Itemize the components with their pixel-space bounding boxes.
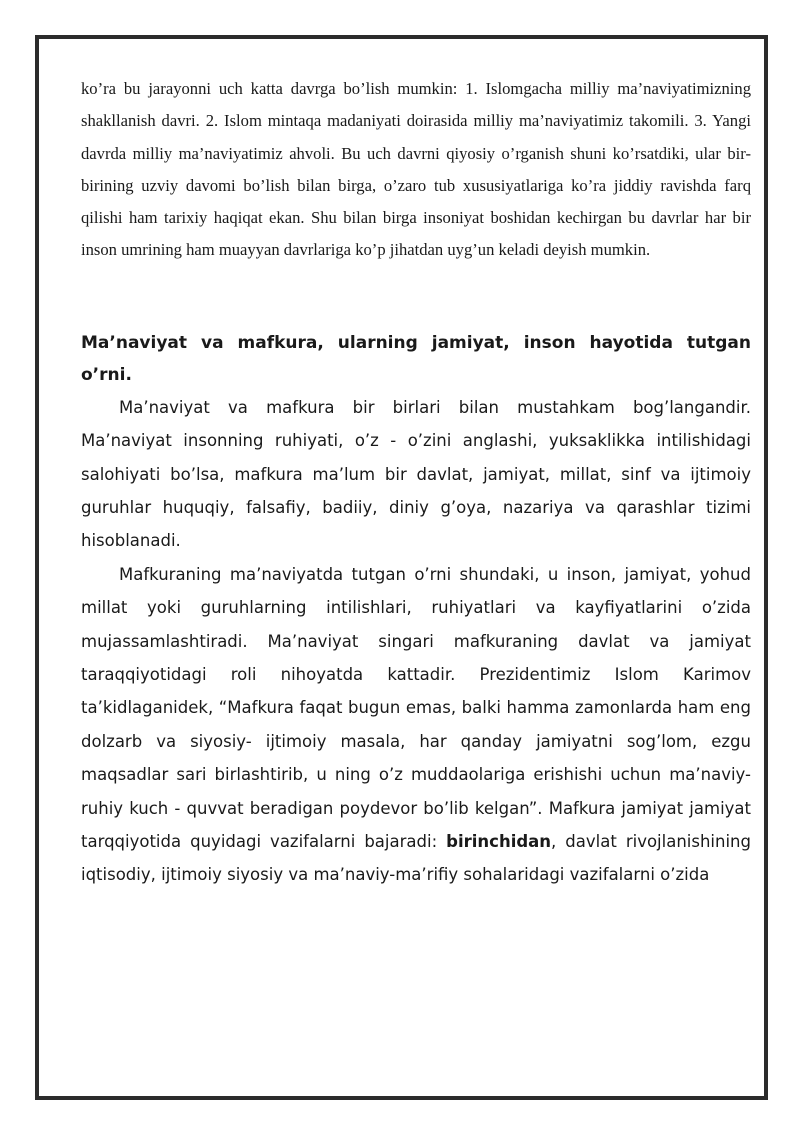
page-border — [35, 35, 768, 1100]
emphasis-birinchidan: birinchidan — [446, 832, 552, 852]
page-content — [81, 39, 751, 892]
body-paragraph-2 — [81, 558, 751, 892]
body-paragraph-1: Ma’naviyat va mafkura bir birlari bilan mustahkam bog’langandir. Ma’naviyat insonning ruhiyati, o’z - o’zini anglashi, yuksaklikka intilishidagi salohiyati bo’lsa, mafkura ma’lum bir davlat, jamiyat, millat, sinf va ijtimoiy guruhlar huquqiy, falsafiy, badiiy, diniy g’oya, nazariya va qarashlar tizimi hisoblanadi. — [81, 397, 751, 551]
paragraph-2-text-end: , davlat rivojlanishining iqtisodiy, ijtimoiy siyosiy va ma’naviy-ma’rifiy sohalaridagi vazifalarni o’zida — [81, 832, 751, 885]
intro-paragraph: ko’ra bu jarayonni uch katta davrga bo’lish mumkin: 1. Islomgacha milliy ma’naviyatimizning shakllanish davri. 2. Islom mintaqa madaniyati doirasida milliy ma’naviyatimiz takomili. 3. Yangi davrda milliy ma’naviyatimiz ahvoli. Bu uch davrni qiyosiy o’rganish shuni ko’rsatdiki, ular bir-birining uzviy davomi bo’lish bilan birga, o’zaro tub xususiyatlariga ko’ra jiddiy ravishda farq qilishi ham tarixiy haqiqat ekan. Shu bilan birga insoniyat boshidan kechirgan bu davrlar har bir inson umrining ham muayyan davrlariga ko’p jihatdan uyg’un keladi deyish mumkin. — [81, 79, 751, 260]
section-heading: Ma’naviyat va mafkura, ularning jamiyat, inson hayotida tutgan o’rni. — [81, 332, 751, 385]
paragraph-2-text-start: Mafkuraning ma’naviyatda tutgan o’rni shundaki, u inson, jamiyat, yohud millat yoki guruhlarning intilishlari, ruhiyatlari va kayfiyatlarini o’zida mujassamlashtiradi. Ma’naviyat singari mafkuraning davlat va jamiyat taraqqiyotidagi roli nihoyatda kattadir. Prezidentimiz Islom Karimov ta’kidlaganidek, “Mafkura faqat bugun emas, balki hamma zamonlarda ham eng dolzarb va siyosiy- ijtimoiy masala, har qanday jamiyatni sog’lom, ezgu maqsadlar sari birlashtirib, u ning o’z muddaolariga erishishi uchun ma’naviy-ruhiy kuch - quvvat beradigan poydevor bo’lib kelgan”. Mafkura jamiyat jamiyat tarqqiyotida quyidagi vazifalarni bajaradi: — [81, 564, 751, 852]
